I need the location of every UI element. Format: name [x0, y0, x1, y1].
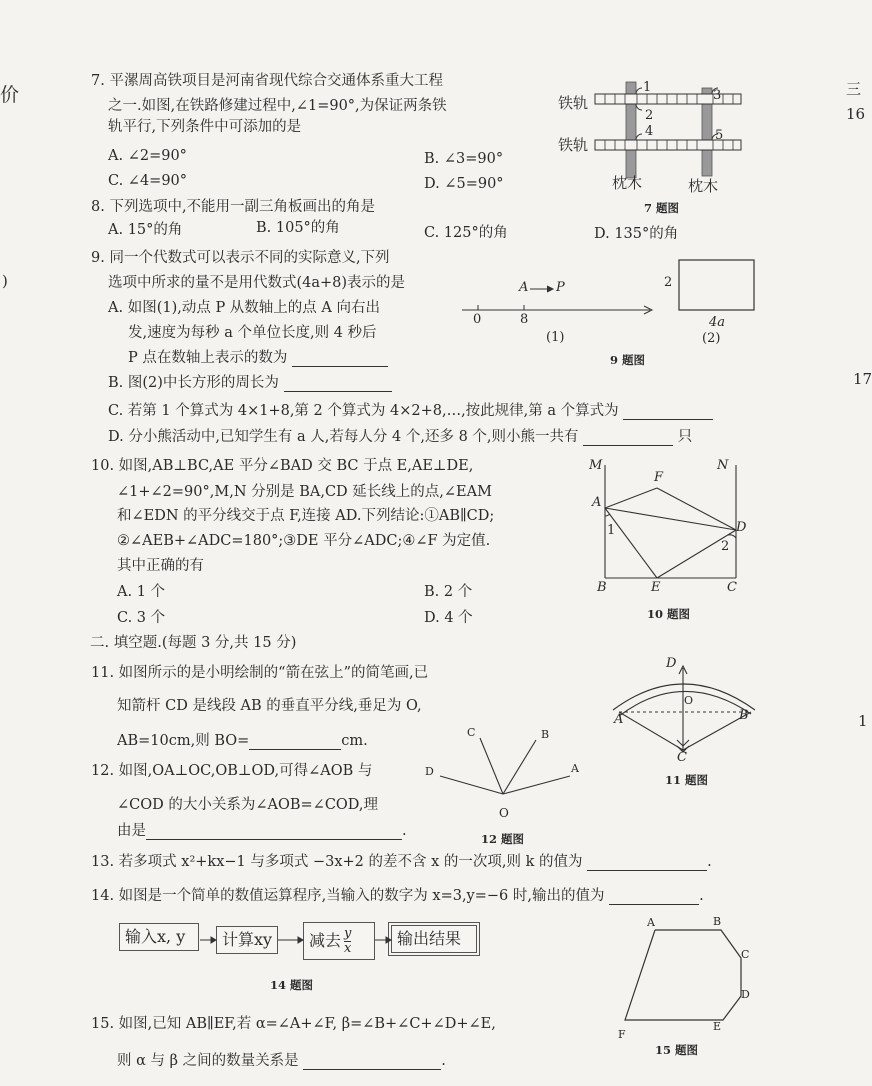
- q7-option-a: A. ∠2=90°: [108, 148, 187, 164]
- q9-line1: 9. 同一个代数式可以表示不同的实际意义,下列: [91, 250, 390, 266]
- q10-angle-2: 2: [721, 539, 730, 554]
- q12-caption: 12 题图: [481, 832, 525, 846]
- q14-arrows: [199, 935, 399, 945]
- q12-line2: ∠COD 的大小关系为∠AOB=∠COD,理: [117, 797, 379, 813]
- q12-line1: 12. 如图,OA⊥OC,OB⊥OD,可得∠AOB 与: [91, 763, 373, 779]
- q12-point-a: A: [571, 762, 579, 775]
- q11-caption: 11 题图: [665, 773, 709, 787]
- section-2-heading: 二. 填空题.(每题 3 分,共 15 分): [90, 635, 297, 651]
- q10-option-d: D. 4 个: [424, 610, 473, 626]
- q10-option-a: A. 1 个: [117, 584, 166, 600]
- q15-line1: 15. 如图,已知 AB∥EF,若 α=∠A+∠F, β=∠B+∠C+∠D+∠E,: [91, 1016, 496, 1032]
- q9-option-a-line2: 发,速度为每秒 a 个单位长度,则 4 秒后: [128, 325, 377, 341]
- q15-point-e: E: [713, 1020, 722, 1033]
- q7-line1: 7. 平漯周高铁项目是河南省现代综合交通体系重大工程: [91, 73, 443, 89]
- q9-caption-1: (1): [546, 330, 565, 345]
- q7-tie-label-right: 枕木: [688, 177, 719, 195]
- q9-option-a-line3: P 点在数轴上表示的数为: [128, 349, 388, 367]
- q15-figure: [615, 920, 755, 1040]
- edge-right-17: 17: [853, 370, 872, 388]
- q10-point-a: A: [592, 495, 602, 510]
- q7-option-d: D. ∠5=90°: [424, 176, 504, 192]
- edge-right-top: 三: [846, 80, 862, 98]
- q11-point-a: A: [614, 712, 624, 727]
- q8-option-a: A. 15°的角: [108, 222, 183, 238]
- q9-line2: 选项中所求的量不是用代数式(4a+8)表示的是: [108, 275, 406, 291]
- q12-point-b: B: [541, 728, 550, 741]
- q14-box-output: 输出结果: [391, 925, 477, 953]
- edge-right-16: 16: [846, 105, 866, 123]
- q7-angle-2: 2: [645, 108, 654, 123]
- q15-line2: 则 α 与 β 之间的数量关系是 .: [117, 1053, 446, 1069]
- q14-text: 14. 如图是一个简单的数值运算程序,当输入的数字为 x=3,y=−6 时,输出的值为 .: [91, 888, 704, 904]
- q8-option-c: C. 125°的角: [424, 225, 508, 241]
- edge-left-paren: ): [2, 272, 8, 290]
- q7-rail-label-bottom: 铁轨: [558, 136, 589, 154]
- q9-rectangle: [678, 258, 758, 314]
- q11-point-b: B: [739, 708, 749, 723]
- q9-number-line: [462, 295, 662, 325]
- q9-option-b: B. 图(2)中长方形的周长为: [108, 374, 392, 392]
- q7-angle-4: 4: [645, 124, 654, 139]
- q10-point-m: M: [589, 458, 603, 473]
- q15-point-a: A: [647, 916, 655, 929]
- q12-point-c: C: [467, 726, 476, 739]
- q10-point-d: D: [736, 520, 747, 535]
- q10-point-f: F: [654, 470, 664, 485]
- q9-tick-0: 0: [473, 312, 482, 327]
- q15-point-b: B: [713, 915, 722, 928]
- edge-right-1: 1: [858, 712, 868, 730]
- q9-caption-2: (2): [702, 331, 721, 346]
- q7-line2: 之一.如图,在铁路修建过程中,∠1=90°,为保证两条铁: [108, 98, 447, 114]
- q10-line3: 和∠EDN 的平分线交于点 F,连接 AD.下列结论:①AB∥CD;: [117, 508, 495, 524]
- q15-point-c: C: [741, 948, 750, 961]
- q9-rect-height: 2: [664, 275, 673, 290]
- q12-line3: 由是 .: [117, 823, 407, 839]
- q14-box-compute: 计算xy: [216, 926, 278, 954]
- q10-angle-1: 1: [607, 523, 616, 538]
- q8-option-d: D. 135°的角: [594, 226, 679, 242]
- q9-rect-width: 4a: [709, 315, 726, 330]
- q14-caption: 14 题图: [270, 978, 314, 992]
- q10-point-c: C: [727, 580, 737, 595]
- q14-box-subtract: 减去 $\frac{y}{x}$: [303, 922, 375, 960]
- q14-box-input: 输入x, y: [119, 923, 199, 951]
- q10-line2: ∠1+∠2=90°,M,N 分别是 BA,CD 延长线上的点,∠EAM: [117, 484, 492, 500]
- q10-line5: 其中正确的有: [117, 558, 204, 574]
- q9-option-d: D. 分小熊活动中,已知学生有 a 人,若每人分 4 个,还多 8 个,则小熊一共有 只: [108, 429, 693, 445]
- q10-option-b: B. 2 个: [424, 584, 473, 600]
- q12-point-d: D: [425, 765, 434, 778]
- q11-line2: 知箭杆 CD 是线段 AB 的垂直平分线,垂足为 O,: [117, 698, 422, 714]
- q7-rail-label-top: 铁轨: [558, 94, 589, 112]
- q10-caption: 10 题图: [647, 607, 691, 621]
- q10-line1: 10. 如图,AB⊥BC,AE 平分∠BAD 交 BC 于点 E,AE⊥DE,: [91, 458, 474, 474]
- q11-line3: AB=10cm,则 BO= cm.: [117, 733, 368, 749]
- q11-point-o: O: [684, 694, 694, 707]
- q9-point-a: A: [519, 280, 529, 295]
- q8-option-b: B. 105°的角: [256, 220, 340, 236]
- q10-point-n: N: [717, 458, 729, 473]
- q11-point-d: D: [666, 656, 677, 671]
- q13-text: 13. 若多项式 x²+kx−1 与多项式 −3x+2 的差不含 x 的一次项,则 k 的值为 .: [91, 854, 712, 870]
- q11-point-c: C: [677, 750, 687, 765]
- q12-point-o: O: [499, 806, 509, 820]
- edge-left-char: 价: [0, 84, 20, 106]
- q9-caption: 9 题图: [610, 353, 646, 367]
- q7-caption: 7 题图: [644, 201, 680, 215]
- q10-point-e: E: [651, 580, 661, 595]
- q7-angle-3: 3: [713, 88, 722, 103]
- q15-point-d: D: [741, 988, 750, 1001]
- q10-line4: ②∠AEB+∠ADC=180°;③DE 平分∠ADC;④∠F 为定值.: [117, 533, 491, 549]
- q7-tie-label-left: 枕木: [612, 174, 643, 192]
- q7-angle-5: 5: [715, 128, 724, 143]
- q11-line1: 11. 如图所示的是小明绘制的“箭在弦上”的简笔画,已: [91, 665, 429, 681]
- q15-point-f: F: [618, 1028, 626, 1041]
- q7-option-b: B. ∠3=90°: [424, 151, 504, 167]
- q7-option-c: C. ∠4=90°: [108, 173, 188, 189]
- q10-point-b: B: [597, 580, 607, 595]
- q9-point-p: P: [556, 280, 565, 295]
- q8-stem: 8. 下列选项中,不能用一副三角板画出的角是: [91, 199, 376, 215]
- q12-figure: [430, 730, 590, 810]
- q7-line3: 轨平行,下列条件中可添加的是: [108, 119, 302, 135]
- q9-tick-8: 8: [520, 312, 529, 327]
- q9-option-a-line1: A. 如图(1),动点 P 从数轴上的点 A 向右出: [108, 300, 381, 316]
- q9-option-c: C. 若第 1 个算式为 4×1+8,第 2 个算式为 4×2+8,…,按此规律,第 a 个算式为: [108, 402, 713, 420]
- q15-caption: 15 题图: [655, 1043, 699, 1057]
- q10-option-c: C. 3 个: [117, 610, 166, 626]
- q7-angle-1: 1: [643, 80, 652, 95]
